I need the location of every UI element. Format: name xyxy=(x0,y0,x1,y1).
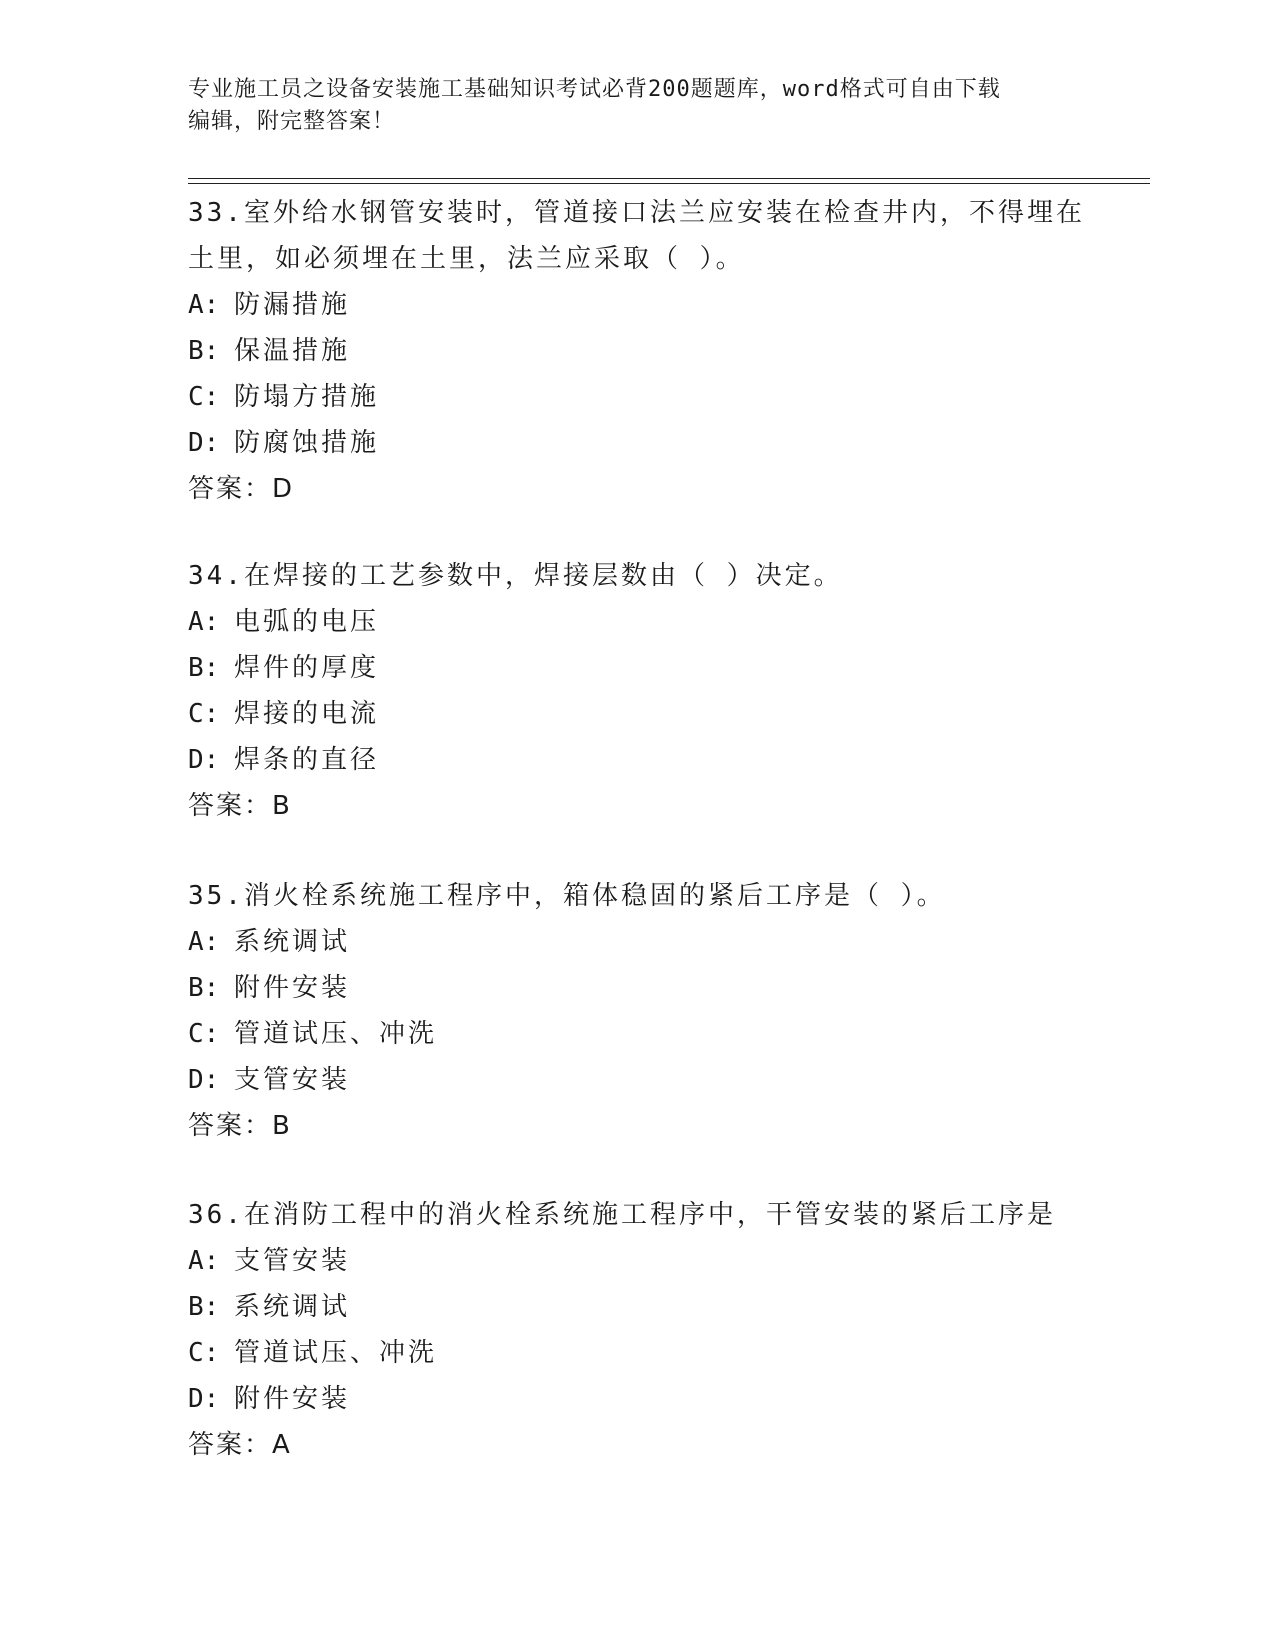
option-text: 系统调试 xyxy=(234,1292,351,1322)
option-b xyxy=(188,328,1088,374)
option-c xyxy=(188,1011,1088,1057)
option-text: 附件安装 xyxy=(234,973,351,1003)
option-text: 管道试压、冲洗 xyxy=(234,1338,438,1368)
option-c xyxy=(188,691,1088,737)
option-letter: C: xyxy=(188,1338,220,1368)
question-36 xyxy=(188,1192,1088,1468)
question-33 xyxy=(188,190,1088,512)
question-stem-line: 34.在焊接的工艺参数中，焊接层数由（ ）决定。 xyxy=(188,561,843,591)
option-text: 焊件的厚度 xyxy=(234,653,380,683)
option-text: 管道试压、冲洗 xyxy=(234,1019,438,1049)
option-letter: B: xyxy=(188,1292,220,1322)
question-35 xyxy=(188,873,1088,1149)
option-letter: A: xyxy=(188,290,220,320)
option-letter: B: xyxy=(188,973,220,1003)
option-d xyxy=(188,420,1088,466)
option-a xyxy=(188,919,1088,965)
option-text: 电弧的电压 xyxy=(234,607,380,637)
option-text: 焊条的直径 xyxy=(234,745,380,775)
option-letter: A: xyxy=(188,1246,220,1276)
option-text: 保温措施 xyxy=(234,336,351,366)
option-letter: D: xyxy=(188,428,220,458)
question-stem-line: 33.室外给水钢管安装时，管道接口法兰应安装在检查井内，不得埋在 xyxy=(188,198,1085,228)
option-letter: B: xyxy=(188,336,220,366)
option-text: 焊接的电流 xyxy=(234,699,380,729)
option-letter: C: xyxy=(188,1019,220,1049)
option-d xyxy=(188,1376,1088,1422)
header-divider-bottom xyxy=(188,183,1150,184)
option-text: 支管安装 xyxy=(234,1246,351,1276)
option-a xyxy=(188,282,1088,328)
option-text: 附件安装 xyxy=(234,1384,351,1414)
option-text: 系统调试 xyxy=(234,927,351,957)
option-c xyxy=(188,1330,1088,1376)
option-b xyxy=(188,965,1088,1011)
option-b xyxy=(188,645,1088,691)
question-stem-line: 36.在消防工程中的消火栓系统施工程序中，干管安装的紧后工序是 xyxy=(188,1200,1056,1230)
header-line-2: 编辑，附完整答案！ xyxy=(188,109,396,134)
answer-line: 答案：B xyxy=(188,791,292,821)
option-a xyxy=(188,599,1088,645)
option-text: 防塌方措施 xyxy=(234,382,380,412)
question-34 xyxy=(188,553,1088,829)
option-letter: B: xyxy=(188,653,220,683)
document-header xyxy=(188,74,1088,138)
option-letter: D: xyxy=(188,1065,220,1095)
option-letter: D: xyxy=(188,745,220,775)
option-letter: C: xyxy=(188,382,220,412)
option-text: 防腐蚀措施 xyxy=(234,428,380,458)
option-letter: A: xyxy=(188,927,220,957)
answer-line: 答案：D xyxy=(188,474,295,504)
header-line-1: 专业施工员之设备安装施工基础知识考试必背200题题库，word格式可自由下载 xyxy=(188,77,1001,102)
option-text: 防漏措施 xyxy=(234,290,351,320)
option-b xyxy=(188,1284,1088,1330)
answer-line: 答案：A xyxy=(188,1430,292,1460)
option-d xyxy=(188,737,1088,783)
answer-line: 答案：B xyxy=(188,1111,292,1141)
question-stem-line: 35.消火栓系统施工程序中，箱体稳固的紧后工序是（ ）。 xyxy=(188,881,946,911)
option-letter: C: xyxy=(188,699,220,729)
option-d xyxy=(188,1057,1088,1103)
option-text: 支管安装 xyxy=(234,1065,351,1095)
header-divider-top xyxy=(188,178,1150,179)
option-c xyxy=(188,374,1088,420)
option-letter: A: xyxy=(188,607,220,637)
option-letter: D: xyxy=(188,1384,220,1414)
option-a xyxy=(188,1238,1088,1284)
question-stem-line: 土里，如必须埋在土里，法兰应采取（ ）。 xyxy=(188,244,745,274)
